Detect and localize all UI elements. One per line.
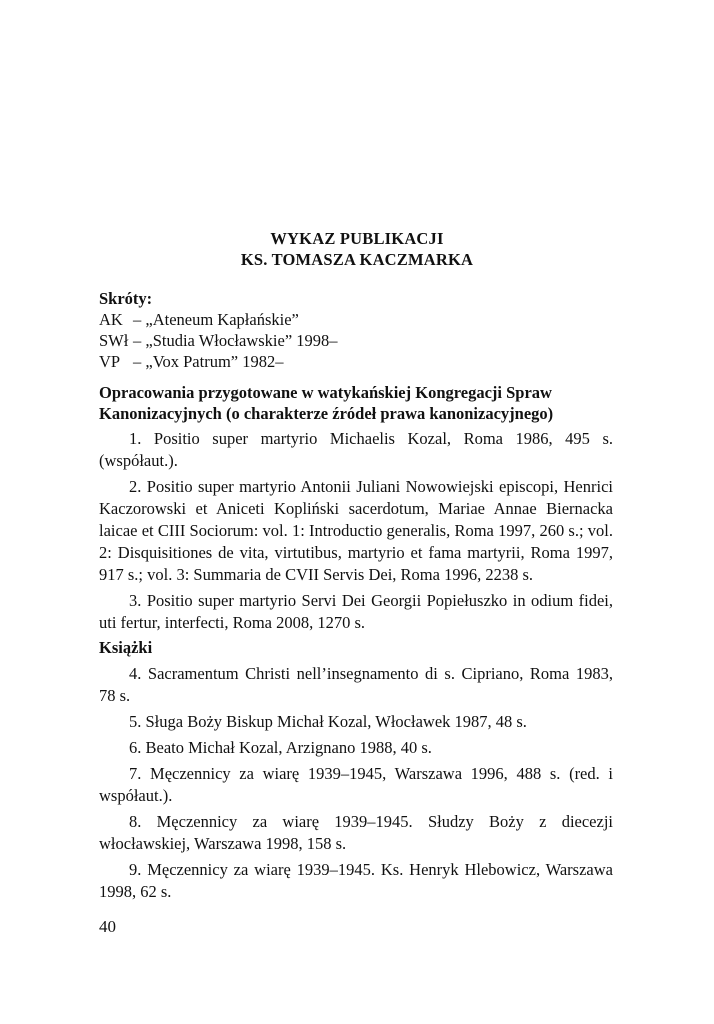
publication-entry: 4. Sacramentum Christi nell’insegnamento di s. Cipriano, Roma 1983, 78 s. (99, 664, 613, 705)
publication-entry: 6. Beato Michał Kozal, Arzignano 1988, 40 s. (129, 738, 432, 757)
abbreviation-text: – „Studia Włocławskie” 1998– (133, 331, 338, 350)
abbreviation-text: – „Ateneum Kapłańskie” (133, 310, 299, 329)
abbreviations-heading: Skróty: (99, 289, 153, 308)
abbreviation-code: SWł (99, 331, 129, 350)
publication-entry: 3. Positio super martyrio Servi Dei Georgii Popiełuszko in odium fidei, uti fertur, interfecti, Roma 2008, 1270 s. (99, 591, 613, 632)
section-heading: Opracowania przygotowane w watykańskiej Kongregacji Spraw Kanonizacyjnych (o charakterze źródeł prawa kanonizacyjnego) (99, 383, 554, 423)
section-heading: Książki (99, 638, 153, 657)
publication-entry: 5. Sługa Boży Biskup Michał Kozal, Włocławek 1987, 48 s. (129, 712, 527, 731)
publication-entry: 2. Positio super martyrio Antonii Juliani Nowowiejski episcopi, Henrici Kaczorowski et Aniceti Kopliński sacerdotum, Mariae Annae Biernacka laicae et CIII Sociorum: vol. 1: Introductio generalis, Roma 1997, 260 s.; vol. 2: Disquisitiones de vita, virtutibus, martyrio et fama martyrii, Roma 1997, 917 s.; vol. 3: Summaria de CVII Servis Dei, Roma 1996, 2238 s. (99, 477, 613, 584)
title-line-2: KS. TOMASZA KACZMARKA (240, 250, 474, 269)
publication-entry: 9. Męczennicy za wiarę 1939–1945. Ks. Henryk Hlebowicz, Warszawa 1998, 62 s. (99, 860, 613, 901)
publication-entry: 8. Męczennicy za wiarę 1939–1945. Słudzy Boży z diecezji włocławskiej, Warszawa 1998, 158 s. (99, 812, 613, 853)
page-title (0, 228, 714, 270)
abbreviations-list (99, 288, 619, 372)
abbreviation-code: AK (99, 310, 123, 329)
abbreviation-item (99, 351, 619, 372)
abbreviation-code: VP (99, 352, 121, 371)
abbreviation-item (99, 330, 619, 351)
title-line-1: WYKAZ PUBLIKACJI (270, 229, 444, 248)
publication-entry: 1. Positio super martyrio Michaelis Kozal, Roma 1986, 495 s. (współaut.). (99, 429, 613, 470)
abbreviation-text: – „Vox Patrum” 1982– (133, 352, 284, 371)
abbreviation-item (99, 309, 619, 330)
section-canonization-studies (99, 382, 613, 638)
page-number: 40 (99, 917, 116, 936)
section-books (99, 637, 613, 907)
publication-entry: 7. Męczennicy za wiarę 1939–1945, Warszawa 1996, 488 s. (red. i współaut.). (99, 764, 613, 805)
